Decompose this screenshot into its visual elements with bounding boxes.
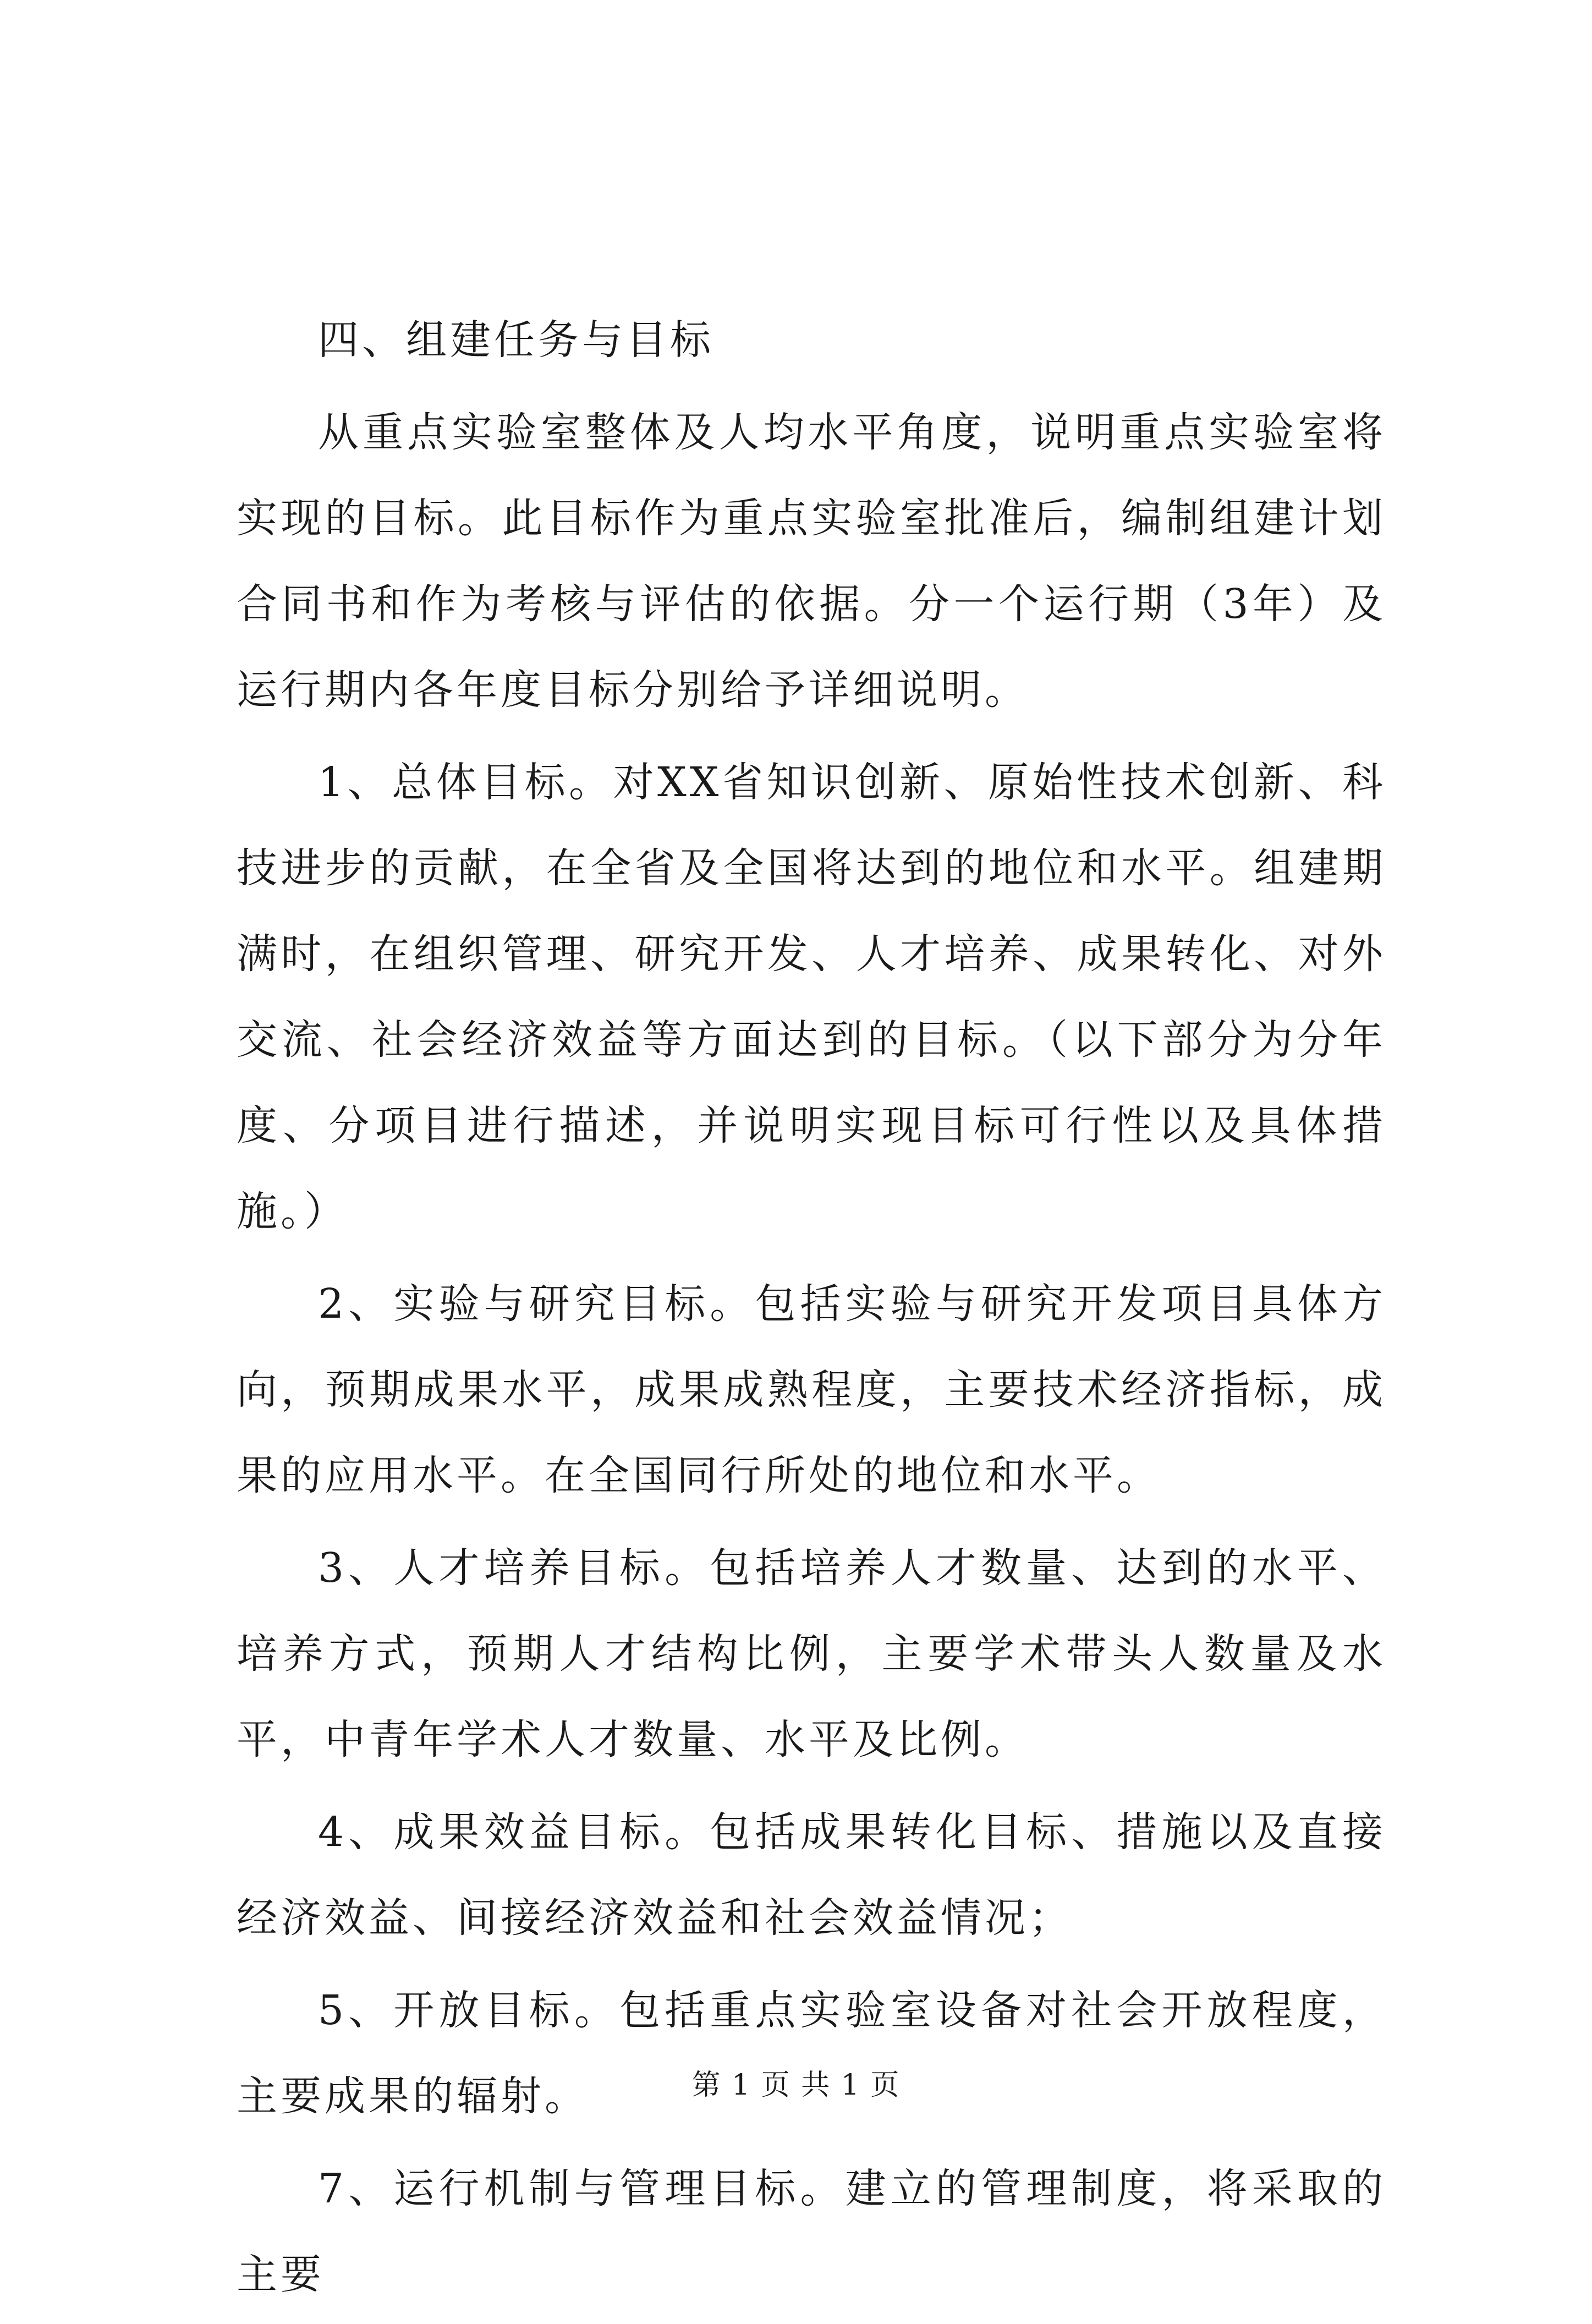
overall-goal-paragraph: 1、总体目标。对XX省知识创新、原始性技术创新、科技进步的贡献，在全省及全国将达到的地位和水平。组建期满时，在组织管理、研究开发、人才培养、成果转化、对外交流、社会经济效益等方面达到的目标。（以下部分为分年度、分项目进行描述，并说明实现目标可行性以及具体措施。）	[237, 759, 1386, 1235]
intro-paragraph: 从重点实验室整体及人均水平角度，说明重点实验室将实现的目标。此目标作为重点实验室批准后，编制组建计划合同书和作为考核与评估的依据。分一个运行期（3年）及运行期内各年度目标分别给予详细说明。	[237, 409, 1386, 714]
section-heading: 四、组建任务与目标	[318, 316, 714, 364]
management-goal-paragraph: 7、运行机制与管理目标。建立的管理制度，将采取的主要	[237, 2165, 1386, 2298]
talent-goal-paragraph: 3、人才培养目标。包括培养人才数量、达到的水平、培养方式，预期人才结构比例，主要学术带头人数量及水平，中青年学术人才数量、水平及比例。	[237, 1544, 1386, 1763]
research-goal-paragraph: 2、实验与研究目标。包括实验与研究开发项目具体方向，预期成果水平，成果成熟程度，主要技术经济指标，成果的应用水平。在全国同行所处的地位和水平。	[237, 1280, 1386, 1499]
openness-goal-paragraph: 5、开放目标。包括重点实验室设备对社会开放程度，主要成果的辐射。	[237, 1987, 1386, 2120]
benefit-goal-paragraph: 4、成果效益目标。包括成果转化目标、措施以及直接经济效益、间接经济效益和社会效益情况；	[237, 1808, 1386, 1942]
document-body	[237, 297, 1386, 2324]
page-number-footer: 第 1 页 共 1 页	[691, 2069, 901, 2102]
